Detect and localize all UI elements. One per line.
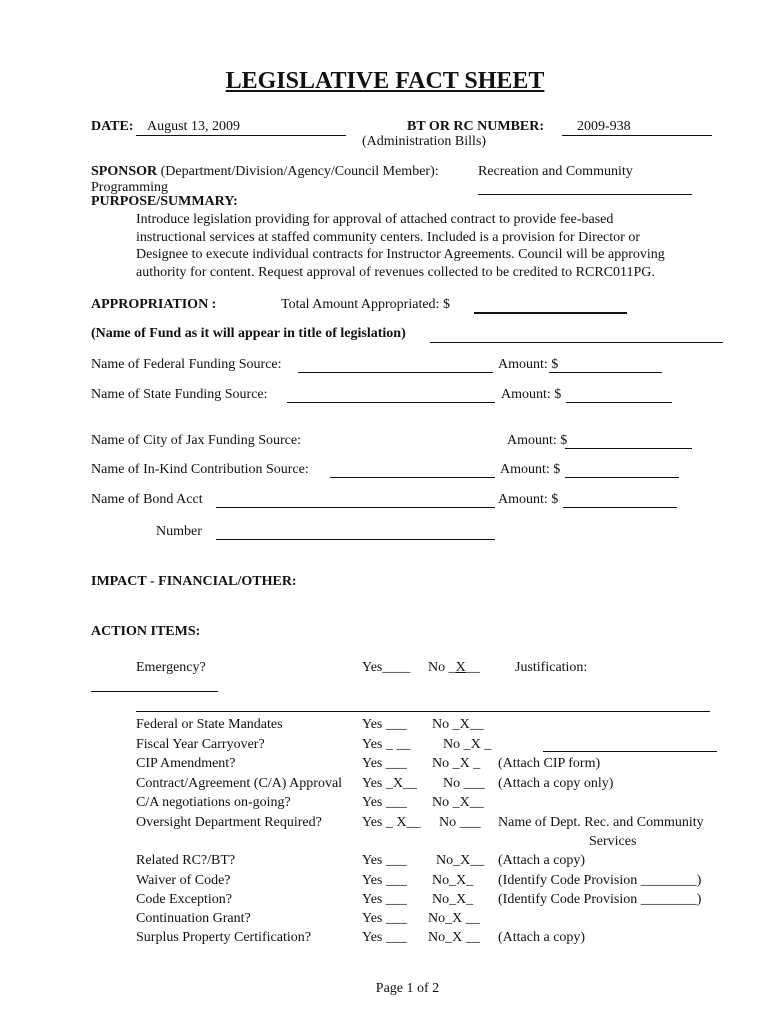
purpose-line: Introduce legislation providing for approval of attached contract to provide fee-based — [136, 212, 614, 227]
date-label: DATE: — [91, 119, 134, 134]
sponsor-value: Recreation and Community — [478, 164, 633, 179]
item-yes[interactable]: Yes ___ — [362, 892, 407, 907]
purpose-line: Designee to execute individual contracts for Instructor Agreements. Council will be approving — [136, 247, 665, 262]
total-amount-label: Total Amount Appropriated: $ — [281, 297, 450, 312]
justification-field-1[interactable] — [91, 691, 218, 692]
item-no[interactable]: No _X__ — [432, 717, 484, 732]
state-amount-field[interactable] — [566, 402, 672, 403]
purpose-summary — [136, 211, 726, 281]
sponsor-desc: (Department/Division/Agency/Council Member): — [160, 164, 439, 179]
city-amount-field[interactable] — [565, 448, 692, 449]
item-label: Federal or State Mandates — [136, 717, 283, 732]
date-value: August 13, 2009 — [147, 119, 240, 134]
impact-label: IMPACT - FINANCIAL/OTHER: — [91, 574, 297, 589]
federal-funding-field[interactable] — [298, 372, 493, 373]
item-yes[interactable]: Yes _X__ — [362, 776, 417, 791]
date-underline — [136, 135, 346, 136]
item-note: (Attach a copy) — [498, 930, 586, 945]
city-amount-label: Amount: $ — [507, 433, 568, 448]
bond-number-label: Number — [156, 524, 202, 539]
item-note: (Attach a copy) — [498, 853, 586, 868]
inkind-funding-field[interactable] — [330, 477, 495, 478]
item-label: Oversight Department Required? — [136, 815, 322, 830]
page-number: Page 1 of 2 — [375, 981, 440, 996]
item-no[interactable]: No ___ — [443, 776, 485, 791]
state-amount-label: Amount: $ — [501, 387, 562, 402]
purpose-line: instructional services at staffed community centers. Included is a provision for Director or — [136, 229, 640, 245]
inkind-amount-label: Amount: $ — [500, 462, 561, 477]
item-note: (Identify Code Provision ________) — [498, 892, 702, 907]
item-no[interactable]: No_X_ — [432, 892, 474, 907]
item-no[interactable]: No _X__ — [432, 795, 484, 810]
item-no[interactable]: No_X_ — [432, 873, 474, 888]
inkind-amount-field[interactable] — [565, 477, 679, 478]
item-no[interactable]: No_X __ — [428, 930, 480, 945]
fund-name-label: (Name of Fund as it will appear in title of legislation) — [91, 326, 406, 341]
item-no[interactable]: No_X __ — [428, 911, 480, 926]
item-no[interactable]: No ___ — [439, 815, 481, 830]
justification-label: Justification: — [515, 660, 588, 675]
bond-acct-label: Name of Bond Acct — [91, 492, 203, 507]
item-note: Name of Dept. Rec. and Community — [498, 815, 704, 830]
item-yes[interactable]: Yes ___ — [362, 853, 407, 868]
item-label: Code Exception? — [136, 892, 233, 907]
emergency-yes[interactable]: Yes____ — [362, 660, 411, 675]
bond-acct-field[interactable] — [216, 507, 495, 508]
item-yes[interactable]: Yes ___ — [362, 930, 407, 945]
fund-name-field[interactable] — [430, 342, 723, 343]
item-label: C/A negotiations on-going? — [136, 795, 291, 810]
sponsor-underline — [478, 194, 692, 195]
city-funding-label: Name of City of Jax Funding Source: — [91, 433, 301, 448]
justification-field-2[interactable] — [136, 711, 710, 712]
item-label: Contract/Agreement (C/A) Approval — [136, 776, 343, 791]
federal-amount-field[interactable] — [549, 372, 662, 373]
item-note: (Attach a copy only) — [498, 776, 614, 791]
item-label: CIP Amendment? — [136, 756, 236, 771]
item-note: (Attach CIP form) — [498, 756, 601, 771]
emergency-no-mark: X — [455, 660, 466, 675]
emergency-no[interactable] — [428, 660, 480, 676]
sponsor-label: SPONSOR — [91, 164, 158, 179]
sponsor-wrap: Programming — [91, 180, 168, 195]
item-yes[interactable]: Yes _ X__ — [362, 815, 421, 830]
item-note: (Identify Code Provision ________) — [498, 873, 702, 888]
item-label: Fiscal Year Carryover? — [136, 737, 265, 752]
emergency-label: Emergency? — [136, 660, 206, 675]
item-label: Continuation Grant? — [136, 911, 251, 926]
bt-rc-note: (Administration Bills) — [362, 134, 487, 149]
action-items-label: ACTION ITEMS: — [91, 624, 201, 639]
total-amount-field[interactable] — [474, 312, 627, 314]
item-label: Related RC?/BT? — [136, 853, 236, 868]
item-yes[interactable]: Yes ___ — [362, 795, 407, 810]
item-yes[interactable]: Yes ___ — [362, 873, 407, 888]
bond-amount-label: Amount: $ — [498, 492, 559, 507]
item-label: Waiver of Code? — [136, 873, 231, 888]
item-no[interactable]: No _X _ — [443, 737, 492, 752]
federal-amount-label: Amount: $ — [498, 357, 559, 372]
purpose-line: authority for content. Request approval of revenues collected to be credited to RCRC011PG. — [136, 264, 655, 280]
emergency-no-label: No _ — [428, 660, 456, 675]
state-funding-label: Name of State Funding Source: — [91, 387, 268, 402]
federal-funding-label: Name of Federal Funding Source: — [91, 357, 282, 372]
carryover-field[interactable] — [543, 751, 717, 752]
item-no[interactable]: No_X__ — [436, 853, 485, 868]
item-no[interactable]: No _X _ — [432, 756, 481, 771]
appropriation-label: APPROPRIATION : — [91, 297, 217, 312]
emergency-no-tail: __ — [465, 660, 480, 675]
item-yes[interactable]: Yes ___ — [362, 911, 407, 926]
inkind-funding-label: Name of In-Kind Contribution Source: — [91, 462, 309, 477]
bond-number-field[interactable] — [216, 539, 495, 540]
page-title: LEGISLATIVE FACT SHEET — [225, 68, 545, 94]
bt-rc-value: 2009-938 — [577, 119, 631, 134]
item-yes[interactable]: Yes _ __ — [362, 737, 411, 752]
purpose-label: PURPOSE/SUMMARY: — [91, 194, 238, 209]
bt-rc-label: BT OR RC NUMBER: — [407, 119, 545, 134]
item-label: Surplus Property Certification? — [136, 930, 311, 945]
bt-rc-underline — [562, 135, 712, 136]
services-wrap: Services — [589, 834, 637, 849]
item-yes[interactable]: Yes ___ — [362, 756, 407, 771]
item-yes[interactable]: Yes ___ — [362, 717, 407, 732]
state-funding-field[interactable] — [287, 402, 495, 403]
bond-amount-field[interactable] — [563, 507, 677, 508]
